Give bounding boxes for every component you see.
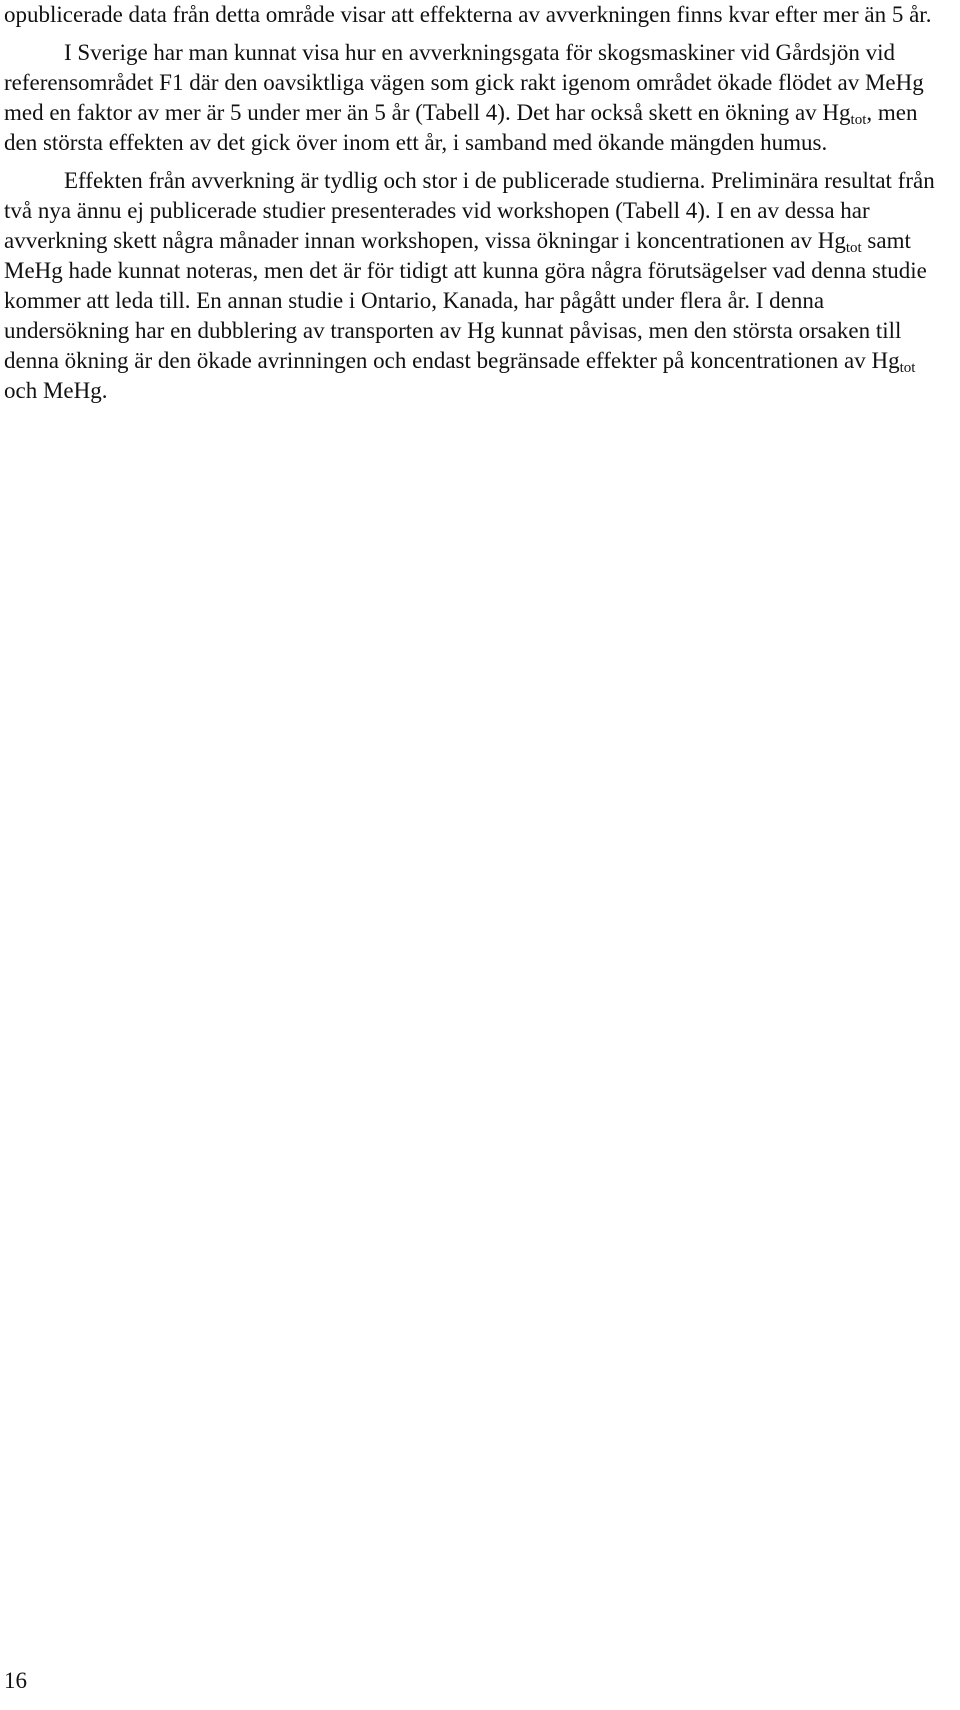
page-number: 16: [4, 1668, 27, 1693]
text-segment: , men den största effekten av det gick över inom ett år, i samband med ökande mängden humus.: [4, 100, 918, 155]
text-segment: Effekten från avverkning är tydlig och stor i de publicerade studierna. Preliminära resultat från två nya ännu ej publicerade studier presenterades vid workshopen (Tabell 4). I en av dessa har avverkning skett några månader innan workshopen, vissa ökningar i koncentrationen av Hg: [4, 168, 935, 253]
paragraph-effects-of-logging: [4, 166, 954, 406]
subscript-tot: tot: [850, 112, 867, 128]
subscript-tot: tot: [899, 360, 916, 376]
text-segment: opublicerade data från detta område visar att effekterna av avverkningen finns kvar efter mer än 5 år.: [4, 2, 932, 27]
paragraph-gardsjon-study: [4, 38, 954, 158]
subscript-tot: tot: [845, 240, 862, 256]
text-segment: samt MeHg hade kunnat noteras, men det är för tidigt att kunna göra några förutsägelser vad denna studie kommer att leda till. En annan studie i Ontario, Kanada, har pågått under flera år. I denna undersökning har en dubblering av transporten av Hg kunnat påvisas, men den största orsaken till denna ökning är den ökade avrinningen och endast begränsade effekter på koncentrationen av Hg: [4, 228, 927, 373]
text-segment: och MeHg.: [4, 378, 108, 403]
text-segment: I Sverige har man kunnat visa hur en avverkningsgata för skogsmaskiner vid Gårdsjön vid referensområdet F1 där den oavsiktliga vägen som gick rakt igenom området ökade flödet av MeHg med en faktor av mer är 5 under mer än 5 år (Tabell 4). Det har också skett en ökning av Hg: [4, 40, 924, 125]
document-page: [4, 0, 954, 406]
paragraph-continuation: [4, 0, 954, 30]
